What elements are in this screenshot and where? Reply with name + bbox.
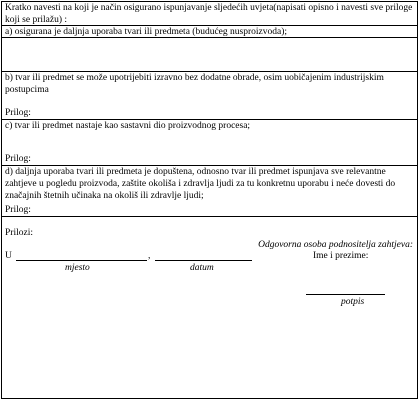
signature-caption: potpis: [341, 297, 365, 307]
name-label: Ime i prezime:: [313, 251, 369, 261]
responsible-person-label: Odgovorna osoba podnositelja zahtjeva:: [258, 240, 413, 250]
condition-a-answer-field[interactable]: [2, 38, 417, 72]
signature-section: [2, 217, 417, 400]
condition-c-attachment-label: Prilog:: [5, 154, 31, 164]
condition-a-header: [2, 26, 417, 38]
condition-b-text: b) tvar ili predmet se može upotrijebiti izravno bez dodatne obrade, osim uobičajenim industrijskim postupcima: [5, 73, 384, 95]
place-caption: mjesto: [65, 263, 90, 273]
place-input-line[interactable]: [16, 260, 147, 261]
condition-c-section: [2, 120, 417, 166]
condition-b-attachment-label: Prilog:: [5, 108, 31, 118]
condition-d-attachment-label: Prilog:: [5, 205, 31, 215]
signature-input-line[interactable]: [306, 294, 385, 295]
attachments-label: Prilozi:: [5, 228, 33, 238]
condition-c-text: c) tvar ili predmet nastaje kao sastavni dio proizvodnog procesa;: [5, 121, 251, 131]
place-date-comma: ,: [148, 251, 151, 261]
condition-d-section: [2, 166, 417, 217]
condition-b-section: [2, 72, 417, 120]
intro-text: Kratko navesti na koji je način osigurano ispunjavanje sljedećih uvjeta(napisati opisno i navesti sve priloge koji se prilažu) :: [5, 3, 413, 25]
byproduct-conditions-form: [1, 1, 418, 399]
date-caption: datum: [190, 263, 214, 273]
condition-a-text: a) osigurana je daljnja uporaba tvari ili predmeta (budućeg nusproizvoda);: [5, 27, 287, 37]
date-input-line[interactable]: [155, 260, 252, 261]
intro-section: [2, 2, 417, 26]
condition-d-text: d) daljnja uporaba tvari ili predmeta je dopuštena, odnosno tvar ili predmet ispunjava sve relevantne zahtjeve u pogledu proizvoda, zaštite okoliša i zdravlja ljudi za tu konkretnu uporabu i neće dovesti do značajnih štetnih učinaka na okoliš ili zdravlje ljudi;: [5, 167, 396, 201]
place-prefix: U: [5, 251, 12, 261]
